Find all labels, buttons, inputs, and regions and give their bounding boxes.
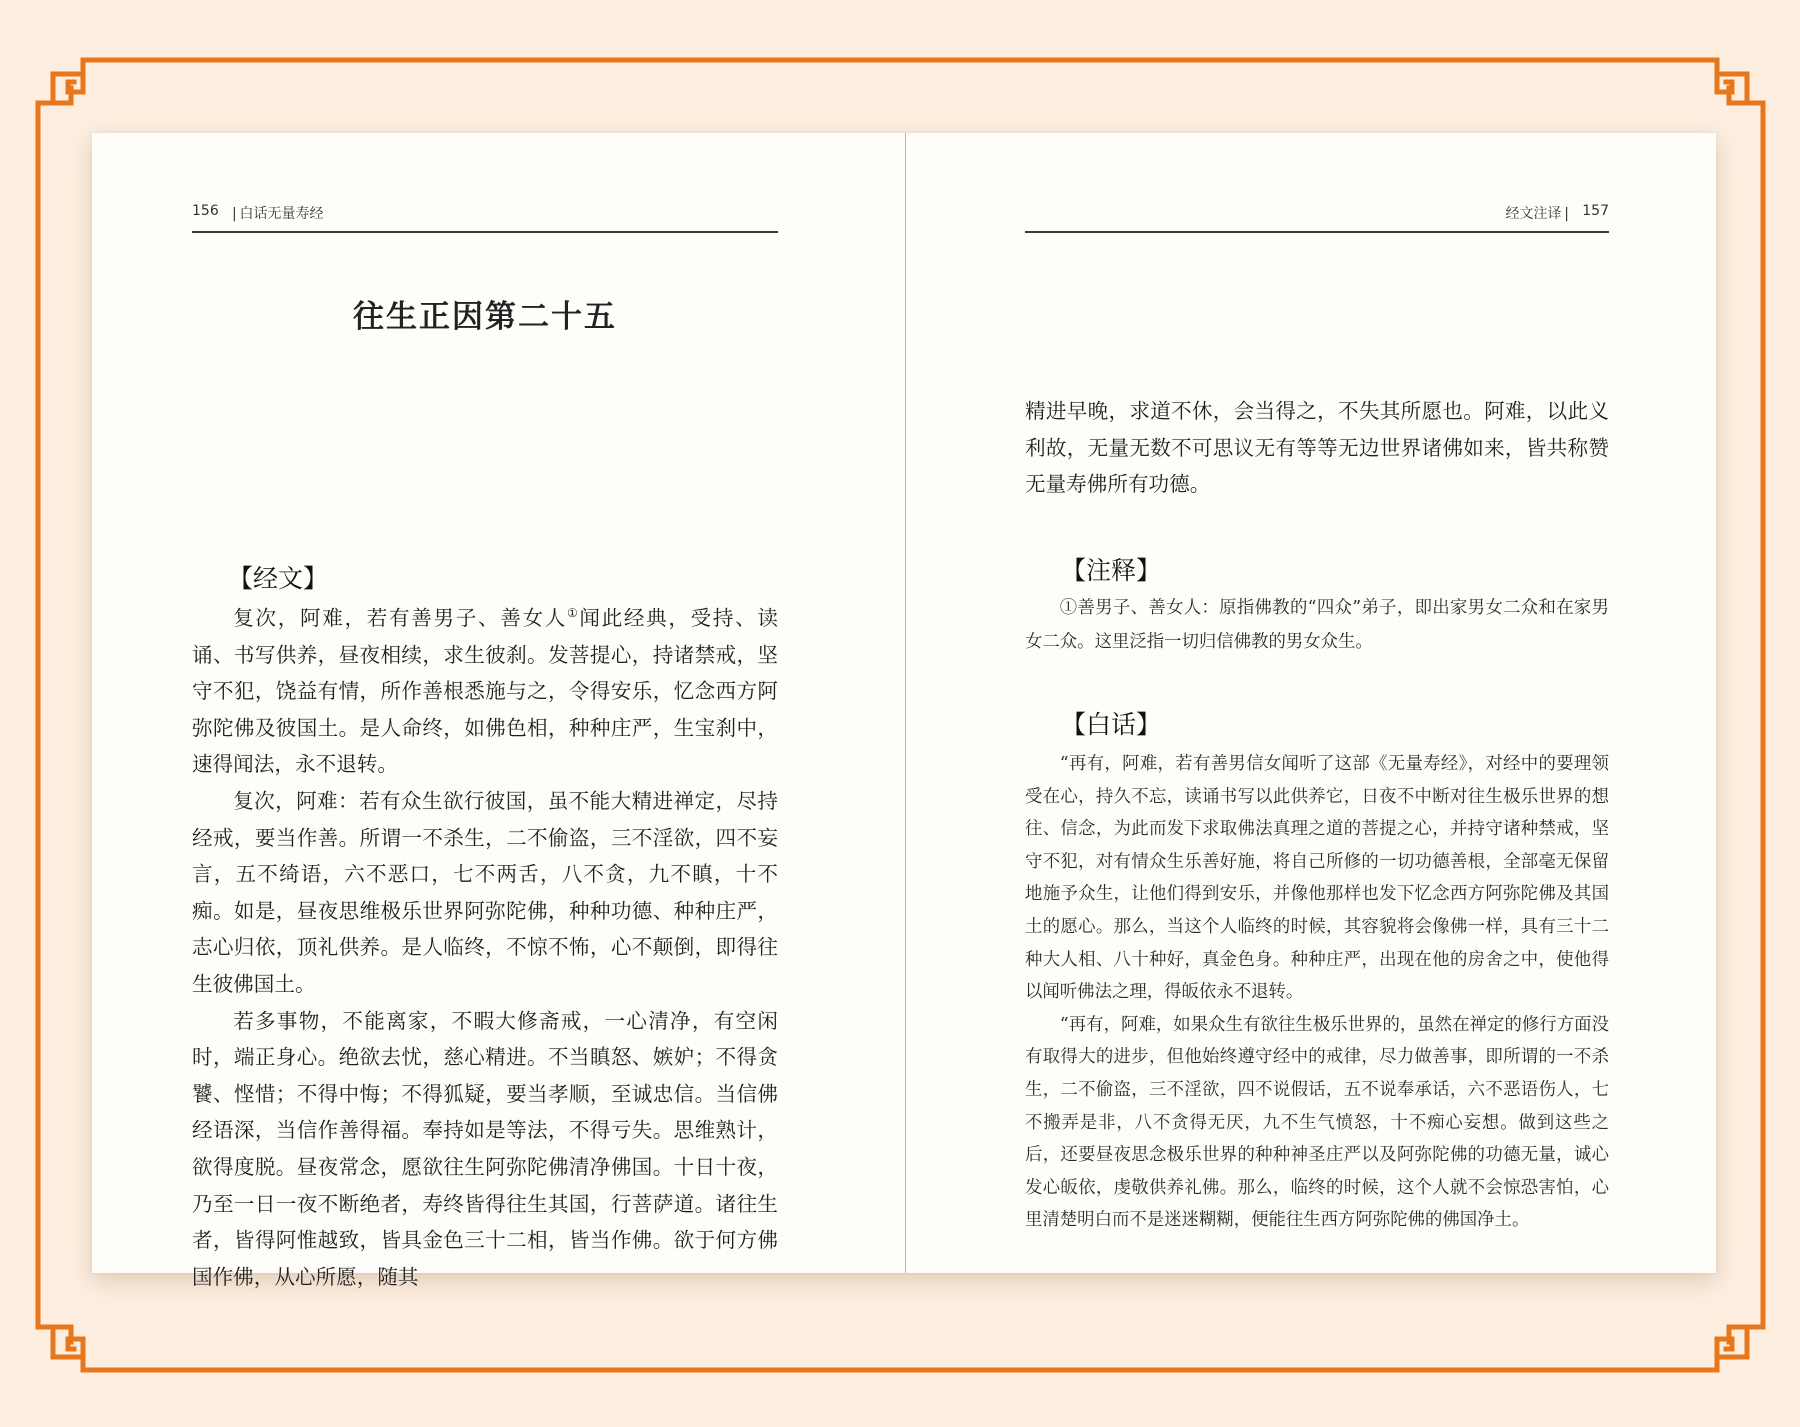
vernacular-text bbox=[1025, 748, 1609, 1237]
vernacular-paragraph: “再有，阿难，如果众生有欲往生极乐世界的，虽然在禅定的修行方面没有取得大的进步，但他始终遵守经中的戒律，尽力做善事，即所谓的一不杀生，二不偷盗，三不淫欲，四不说假话，五不说奉承话，六不恶语伤人，七不搬弄是非，八不贪得无厌，九不生气愤怒，十不痴心妄想。做到这些之后，还要昼夜思念极乐世界的种种神圣庄严以及阿弥陀佛的功德无量，诚心发心皈依，虔敬供养礼佛。那么，临终的时候，这个人就不会惊恐害怕，心里清楚明白而不是迷迷糊糊，便能往生西方阿弥陀佛的佛国净土。 bbox=[1025, 1014, 1609, 1231]
notes-text bbox=[1025, 591, 1609, 659]
section-heading-notes: 【注释】 bbox=[1061, 556, 1162, 585]
right-header-rule bbox=[1025, 231, 1609, 233]
sutra-paragraph: 复次，阿难：若有众生欲行彼国，虽不能大精进禅定，尽持经戒，要当作善。所谓一不杀生，二不偷盗，三不淫欲，四不妄言，五不绮语，六不恶口，七不两舌，八不贪，九不瞋，十不痴。如是，昼夜思维极乐世界阿弥陀佛，种种功德、种种庄严，志心归依，顶礼供养。是人临终，不惊不怖，心不颠倒，即得往生彼佛国土。 bbox=[192, 788, 778, 996]
left-page-number: 156 bbox=[192, 203, 219, 219]
left-running-title: | 白话无量寿经 bbox=[232, 206, 324, 222]
right-running-title-text: 经文注译 bbox=[1505, 206, 1562, 222]
book-gutter bbox=[905, 133, 906, 1273]
sutra-paragraph bbox=[192, 600, 778, 783]
right-page bbox=[1025, 133, 1609, 1273]
sutra-paragraph-1-part-a: 复次，阿难，若有善男子、善女人 bbox=[233, 606, 567, 630]
chapter-title: 往生正因第二十五 bbox=[353, 299, 617, 335]
continuation-paragraph: 精进早晚，求道不休，会当得之，不失其所愿也。阿难，以此义利故，无量无数不可思议无有等等无边世界诸佛如来，皆共称赞无量寿佛所有功德。 bbox=[1025, 399, 1609, 497]
note-paragraph: ①善男子、善女人：原指佛教的“四众”弟子，即出家男女二众和在家男女二众。这里泛指一切归信佛教的男女众生。 bbox=[1025, 598, 1609, 652]
sutra-text bbox=[192, 600, 778, 1295]
left-running-title-text: 白话无量寿经 bbox=[239, 206, 324, 222]
right-running-title: 经文注译 | bbox=[1505, 206, 1569, 222]
section-heading-sutra: 【经文】 bbox=[228, 564, 329, 593]
left-page bbox=[192, 133, 778, 1289]
sutra-continuation bbox=[1025, 393, 1609, 503]
sutra-paragraph-1-part-b: 闻此经典，受持、读诵、书写供养，昼夜相续，求生彼刹。发菩提心，持诸禁戒，坚守不犯，饶益有情，所作善根悉施与之，令得安乐，忆念西方阿弥陀佛及彼国土。是人命终，如佛色相，种种庄严，生宝刹中，速得闻法，永不退转。 bbox=[192, 606, 778, 777]
section-heading-vernacular: 【白话】 bbox=[1061, 710, 1162, 739]
right-page-number: 157 bbox=[1582, 203, 1609, 219]
vernacular-paragraph: “再有，阿难，若有善男信女闻听了这部《无量寿经》，对经中的要理领受在心，持久不忘，读诵书写以此供养它，日夜不中断对往生极乐世界的想往、信念，为此而发下求取佛法真理之道的菩提之心，并持守诸种禁戒，坚守不犯，对有情众生乐善好施，将自己所修的一切功德善根，全部毫无保留地施予众生，让他们得到安乐，并像他那样也发下忆念西方阿弥陀佛及其国土的愿心。那么，当这个人临终的时候，其容貌将会像佛一样，具有三十二种大人相、八十种好，真金色身。种种庄严，出现在他的房舍之中，使他得以闻听佛法之理，得皈依永不退转。 bbox=[1025, 754, 1609, 1003]
sutra-paragraph: 若多事物，不能离家，不暇大修斋戒，一心清净，有空闲时，端正身心。绝欲去忧，慈心精进。不当瞋怒、嫉妒；不得贪饕、悭惜；不得中悔；不得狐疑，要当孝顺，至诚忠信。当信佛经语深，当信作善得福。奉持如是等法，不得亏失。思维熟计，欲得度脱。昼夜常念，愿欲往生阿弥陀佛清净佛国。十日十夜，乃至一日一夜不断绝者，寿终皆得往生其国，行菩萨道。诸往生者，皆得阿惟越致，皆具金色三十二相，皆当作佛。欲于何方佛国作佛，从心所愿，随其 bbox=[192, 1008, 778, 1289]
right-running-head bbox=[1025, 203, 1609, 223]
footnote-mark[interactable]: ① bbox=[566, 606, 580, 621]
left-running-head bbox=[192, 203, 778, 223]
book-spread bbox=[92, 133, 1716, 1289]
left-header-rule bbox=[192, 231, 778, 233]
